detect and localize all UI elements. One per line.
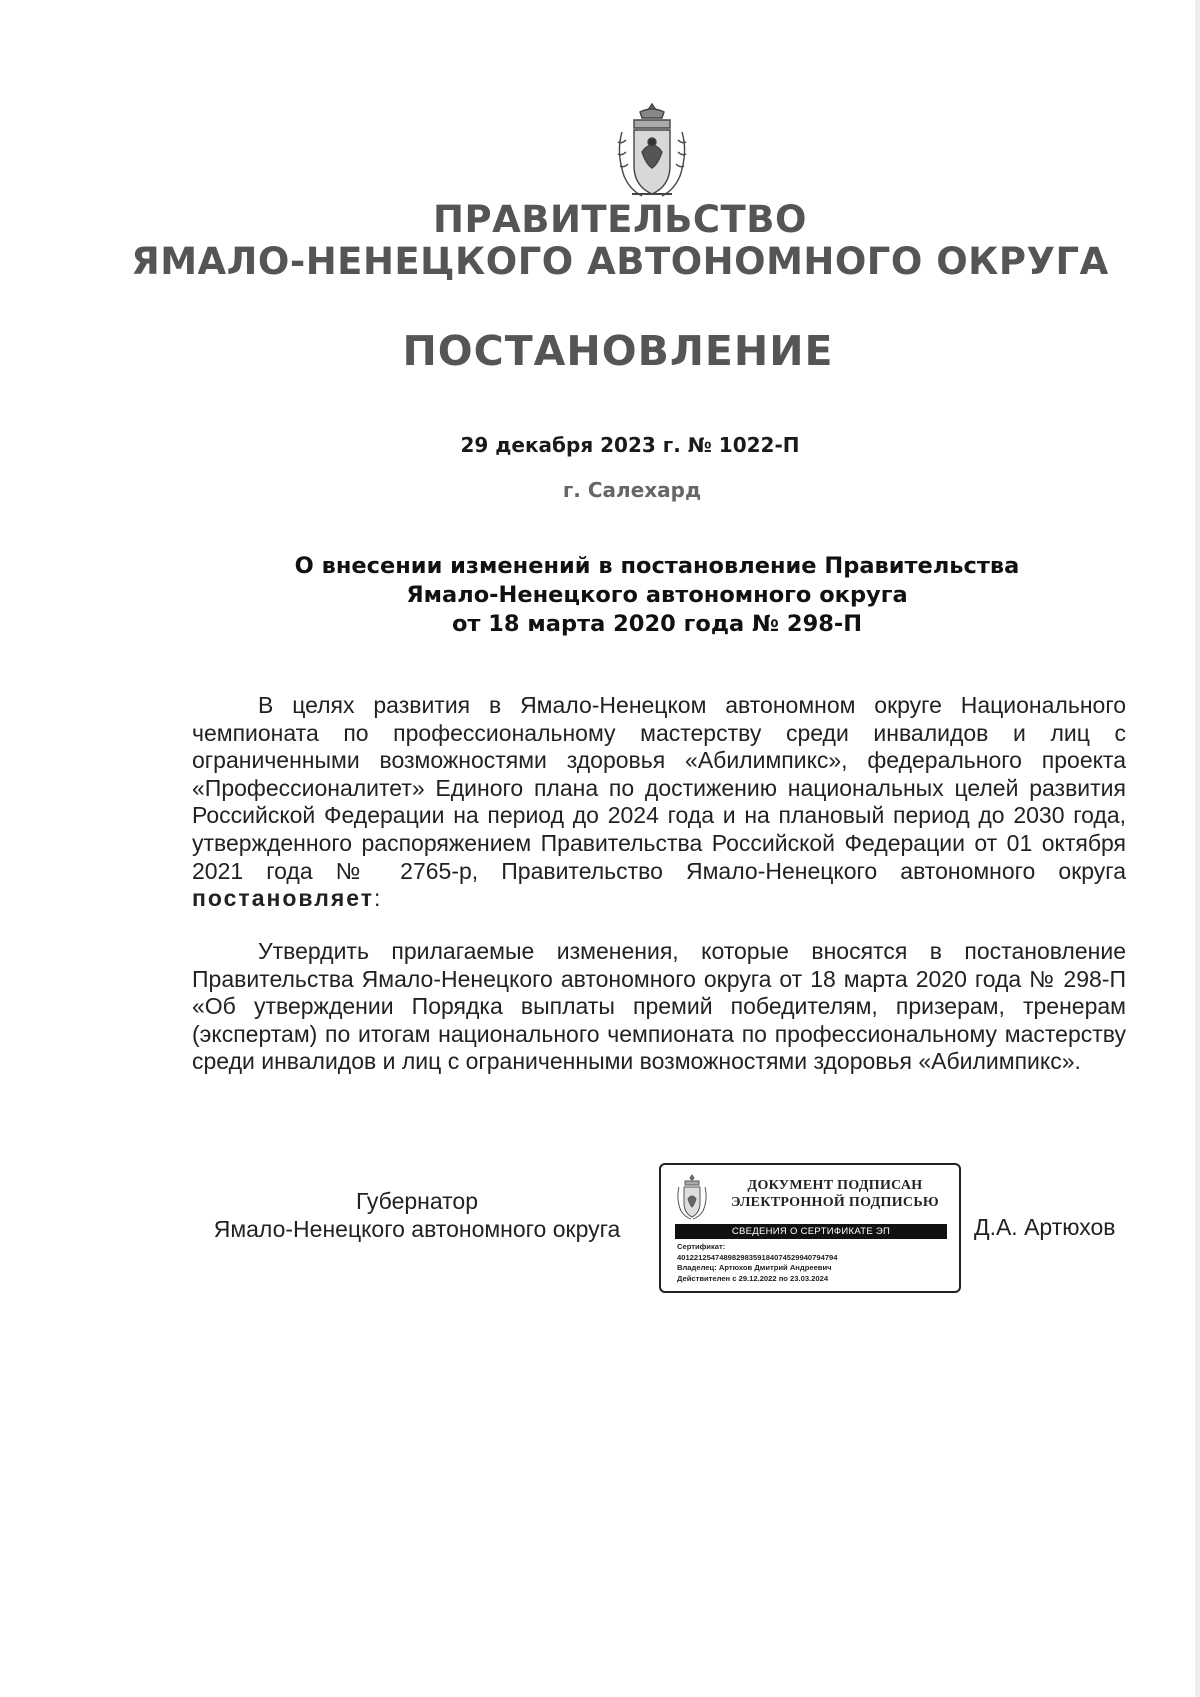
stamp-certificate-bar: СВЕДЕНИЯ О СЕРТИФИКАТЕ ЭП: [675, 1224, 947, 1239]
stamp-certificate-details: [677, 1242, 949, 1284]
subject-line3: от 18 марта 2020 года № 298-П: [451, 611, 863, 637]
paragraph-2-text: Утвердить прилагаемые изменения, которые вносятся в постановление Правительства Ямало-Ненецкого автономного округа от 18 марта 2020 года № 298-П «Об утверждении Порядка выплаты премий победителям, призерам, тренерам (экспертам) по итогам национального чемпионата по профессиональному мастерству среди инвалидов и лиц с ограниченными возможностями здоровья «Абилимпикс».: [192, 938, 1126, 1075]
body-paragraph-1: [192, 692, 1126, 913]
electronic-signature-stamp: [659, 1163, 961, 1293]
coat-of-arms-icon: [612, 102, 692, 202]
stamp-emblem-icon: [675, 1173, 709, 1221]
document-subject: [240, 552, 1074, 639]
signer-role-line1: Губернатор: [355, 1188, 479, 1214]
paragraph-1-text: В целях развития в Ямало-Ненецком автономном округе Национального чемпионата по профессиональному мастерству среди инвалидов и лиц с ограниченными возможностями здоровья «Абилимпикс», федерального проекта «Профессионалитет» Единого плана по достижению национальных целей развития Российской Федерации на период до 2024 года и на плановый период до 2030 года, утвержденного распоряжением Правительства Российской Федерации от 01 октября 2021 года № 2765-р, Правительство Ямало-Ненецкого автономного округа: [192, 692, 1126, 884]
stamp-cert-number: 401221254748982983591840745299407947​94: [677, 1252, 838, 1262]
org-name-line1: ПРАВИТЕЛЬСТВО: [433, 198, 807, 241]
stamp-heading-line2: ЭЛЕКТРОННОЙ ПОДПИСЬЮ: [731, 1195, 939, 1210]
signer-role-line2: Ямало-Ненецкого автономного округа: [213, 1216, 621, 1242]
stamp-cert-label: Сертификат:: [677, 1242, 726, 1251]
subject-line1: О внесении изменений в постановление Правительства: [294, 553, 1020, 579]
body-paragraph-2: [192, 938, 1126, 1076]
subject-line2: Ямало-Ненецкого автономного округа: [406, 582, 908, 608]
stamp-heading-line1: ДОКУМЕНТ ПОДПИСАН: [747, 1178, 923, 1193]
stamp-owner: Владелец: Артюхов Дмитрий Андреевич: [677, 1263, 832, 1272]
stamp-validity: Действителен с 29.12.2022 по 23.03.2024: [677, 1273, 829, 1283]
signer-role: [192, 1187, 642, 1243]
org-name-line2: ЯМАЛО-НЕНЕЦКОГО АВТОНОМНОГО ОКРУГА: [131, 240, 1109, 283]
document-type: ПОСТАНОВЛЕНИЕ: [402, 327, 834, 375]
paragraph-1-end: :: [374, 885, 381, 912]
resolution-verb: постановляет: [192, 885, 375, 912]
stamp-heading: [719, 1177, 951, 1211]
document-date-number: 29 декабря 2023 г. № 1022-П: [460, 433, 800, 457]
document-city: г. Салехард: [562, 478, 702, 502]
signer-name: Д.А. Артюхов: [974, 1214, 1116, 1240]
